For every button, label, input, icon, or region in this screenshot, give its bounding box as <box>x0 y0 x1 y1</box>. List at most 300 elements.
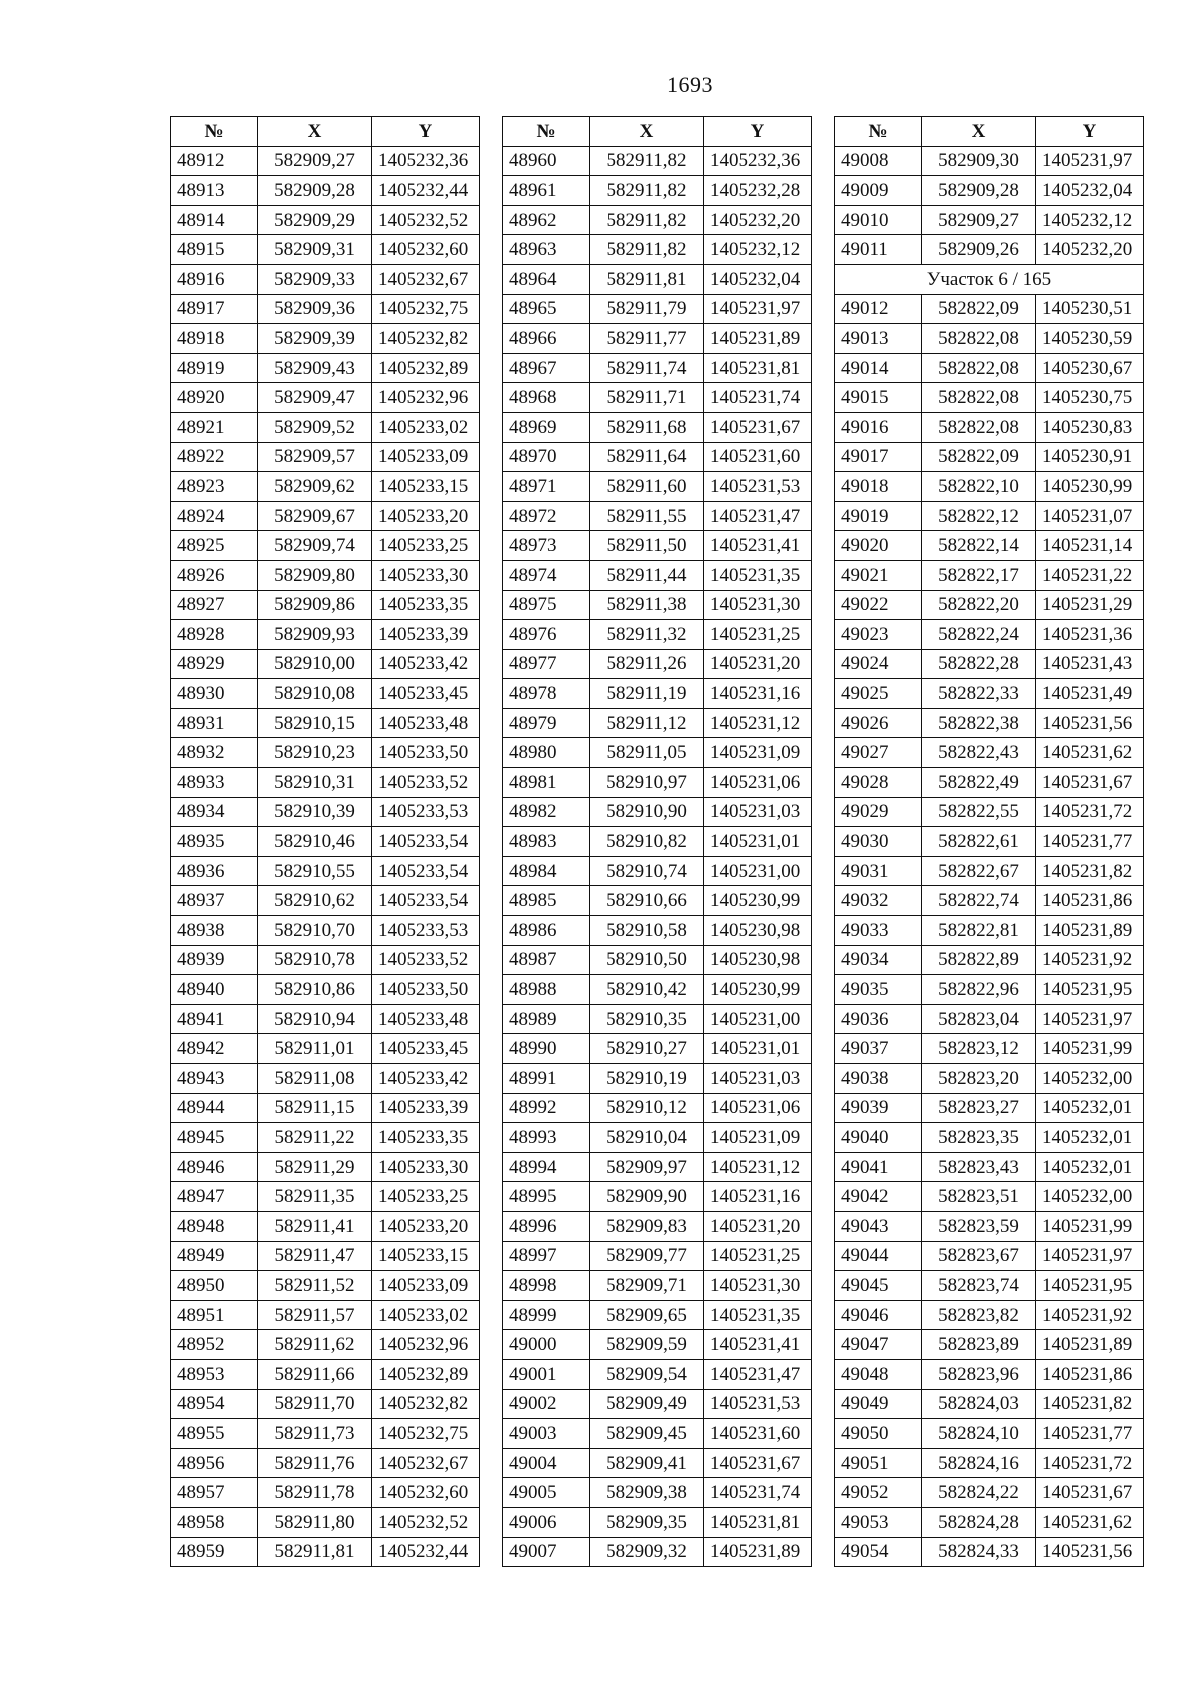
table-row <box>171 1507 480 1537</box>
y-coordinate: 1405230,83 <box>1036 412 1144 442</box>
y-coordinate: 1405233,30 <box>372 1152 480 1182</box>
point-number: 49022 <box>835 590 922 620</box>
header-y: Y <box>704 117 812 147</box>
y-coordinate: 1405231,12 <box>704 1152 812 1182</box>
point-number: 49025 <box>835 679 922 709</box>
point-number: 48988 <box>503 975 590 1005</box>
x-coordinate: 582910,74 <box>590 856 704 886</box>
point-number: 48993 <box>503 1123 590 1153</box>
table-row <box>171 442 480 472</box>
table-row <box>835 679 1144 709</box>
table-row <box>171 1004 480 1034</box>
point-number: 48971 <box>503 472 590 502</box>
table-row <box>835 1211 1144 1241</box>
x-coordinate: 582910,19 <box>590 1064 704 1094</box>
point-number: 48995 <box>503 1182 590 1212</box>
x-coordinate: 582911,19 <box>590 679 704 709</box>
x-coordinate: 582823,89 <box>922 1330 1036 1360</box>
y-coordinate: 1405232,75 <box>372 294 480 324</box>
x-coordinate: 582910,00 <box>258 649 372 679</box>
x-coordinate: 582909,41 <box>590 1448 704 1478</box>
y-coordinate: 1405232,36 <box>704 146 812 176</box>
y-coordinate: 1405231,67 <box>704 1448 812 1478</box>
point-number: 49001 <box>503 1359 590 1389</box>
table-row <box>503 176 812 206</box>
point-number: 48972 <box>503 501 590 531</box>
x-coordinate: 582911,79 <box>590 294 704 324</box>
table-row <box>503 1330 812 1360</box>
point-number: 49051 <box>835 1448 922 1478</box>
y-coordinate: 1405233,42 <box>372 1064 480 1094</box>
point-number: 49054 <box>835 1537 922 1567</box>
table-row <box>171 649 480 679</box>
y-coordinate: 1405231,49 <box>1036 679 1144 709</box>
table-row <box>835 531 1144 561</box>
table-row <box>503 353 812 383</box>
y-coordinate: 1405230,98 <box>704 916 812 946</box>
table-row <box>835 383 1144 413</box>
x-coordinate: 582909,39 <box>258 324 372 354</box>
point-number: 49038 <box>835 1064 922 1094</box>
point-number: 48967 <box>503 353 590 383</box>
x-coordinate: 582909,97 <box>590 1152 704 1182</box>
y-coordinate: 1405230,67 <box>1036 353 1144 383</box>
y-coordinate: 1405232,01 <box>1036 1152 1144 1182</box>
point-number: 49004 <box>503 1448 590 1478</box>
table-row <box>503 1152 812 1182</box>
point-number: 48917 <box>171 294 258 324</box>
header-number: № <box>503 117 590 147</box>
table-row <box>835 1389 1144 1419</box>
table-row <box>835 1271 1144 1301</box>
y-coordinate: 1405231,30 <box>704 590 812 620</box>
table-row <box>503 1448 812 1478</box>
point-number: 48912 <box>171 146 258 176</box>
table-row <box>835 1448 1144 1478</box>
table-row <box>835 649 1144 679</box>
y-coordinate: 1405231,47 <box>704 501 812 531</box>
y-coordinate: 1405232,12 <box>704 235 812 265</box>
table-row <box>835 916 1144 946</box>
table-row <box>835 442 1144 472</box>
y-coordinate: 1405233,53 <box>372 797 480 827</box>
y-coordinate: 1405233,45 <box>372 1034 480 1064</box>
point-number: 48941 <box>171 1004 258 1034</box>
x-coordinate: 582911,82 <box>590 205 704 235</box>
x-coordinate: 582824,33 <box>922 1537 1036 1567</box>
table-row <box>171 1152 480 1182</box>
point-number: 48950 <box>171 1271 258 1301</box>
x-coordinate: 582910,58 <box>590 916 704 946</box>
point-number: 48945 <box>171 1123 258 1153</box>
y-coordinate: 1405231,86 <box>1036 886 1144 916</box>
table-row <box>503 205 812 235</box>
y-coordinate: 1405231,35 <box>704 560 812 590</box>
table-row <box>503 620 812 650</box>
y-coordinate: 1405231,16 <box>704 679 812 709</box>
table-row <box>171 383 480 413</box>
table-row <box>835 1152 1144 1182</box>
table-row <box>171 1034 480 1064</box>
y-coordinate: 1405233,25 <box>372 1182 480 1212</box>
x-coordinate: 582822,12 <box>922 501 1036 531</box>
x-coordinate: 582911,74 <box>590 353 704 383</box>
point-number: 48949 <box>171 1241 258 1271</box>
header-number: № <box>171 117 258 147</box>
x-coordinate: 582909,90 <box>590 1182 704 1212</box>
y-coordinate: 1405233,54 <box>372 856 480 886</box>
y-coordinate: 1405231,35 <box>704 1300 812 1330</box>
x-coordinate: 582910,15 <box>258 708 372 738</box>
table-row <box>503 649 812 679</box>
point-number: 48960 <box>503 146 590 176</box>
x-coordinate: 582911,50 <box>590 531 704 561</box>
table-row <box>835 294 1144 324</box>
table-row <box>835 205 1144 235</box>
x-coordinate: 582822,09 <box>922 294 1036 324</box>
table-row <box>171 1419 480 1449</box>
x-coordinate: 582824,28 <box>922 1507 1036 1537</box>
table-row <box>503 827 812 857</box>
point-number: 49010 <box>835 205 922 235</box>
point-number: 49026 <box>835 708 922 738</box>
table-row <box>503 768 812 798</box>
table-row <box>171 1211 480 1241</box>
point-number: 49052 <box>835 1478 922 1508</box>
x-coordinate: 582910,46 <box>258 827 372 857</box>
page-number: 1693 <box>667 72 713 97</box>
table-row <box>835 856 1144 886</box>
y-coordinate: 1405231,56 <box>1036 708 1144 738</box>
x-coordinate: 582909,30 <box>922 146 1036 176</box>
x-coordinate: 582822,09 <box>922 442 1036 472</box>
x-coordinate: 582823,20 <box>922 1064 1036 1094</box>
y-coordinate: 1405232,96 <box>372 1330 480 1360</box>
table-row <box>171 1359 480 1389</box>
y-coordinate: 1405233,39 <box>372 1093 480 1123</box>
y-coordinate: 1405231,53 <box>704 472 812 502</box>
x-coordinate: 582909,28 <box>922 176 1036 206</box>
point-number: 48932 <box>171 738 258 768</box>
table-row <box>171 708 480 738</box>
y-coordinate: 1405230,75 <box>1036 383 1144 413</box>
table-row <box>171 768 480 798</box>
y-coordinate: 1405233,50 <box>372 975 480 1005</box>
coordinates-table-1 <box>170 116 480 1567</box>
table-row <box>835 738 1144 768</box>
point-number: 49018 <box>835 472 922 502</box>
point-number: 48913 <box>171 176 258 206</box>
table-row <box>503 797 812 827</box>
x-coordinate: 582909,62 <box>258 472 372 502</box>
y-coordinate: 1405231,89 <box>704 1537 812 1567</box>
x-coordinate: 582910,42 <box>590 975 704 1005</box>
y-coordinate: 1405231,01 <box>704 1034 812 1064</box>
table-row <box>503 1034 812 1064</box>
x-coordinate: 582911,05 <box>590 738 704 768</box>
y-coordinate: 1405230,91 <box>1036 442 1144 472</box>
x-coordinate: 582909,83 <box>590 1211 704 1241</box>
table-row <box>835 1093 1144 1123</box>
table-row <box>503 383 812 413</box>
point-number: 49029 <box>835 797 922 827</box>
x-coordinate: 582911,55 <box>590 501 704 531</box>
table-row <box>171 975 480 1005</box>
x-coordinate: 582910,31 <box>258 768 372 798</box>
point-number: 48951 <box>171 1300 258 1330</box>
point-number: 49039 <box>835 1093 922 1123</box>
x-coordinate: 582911,22 <box>258 1123 372 1153</box>
point-number: 48919 <box>171 353 258 383</box>
x-coordinate: 582909,33 <box>258 264 372 294</box>
table-row <box>503 324 812 354</box>
x-coordinate: 582911,47 <box>258 1241 372 1271</box>
y-coordinate: 1405231,82 <box>1036 1389 1144 1419</box>
x-coordinate: 582910,86 <box>258 975 372 1005</box>
point-number: 48955 <box>171 1419 258 1449</box>
y-coordinate: 1405231,89 <box>704 324 812 354</box>
point-number: 48991 <box>503 1064 590 1094</box>
y-coordinate: 1405232,67 <box>372 264 480 294</box>
y-coordinate: 1405233,53 <box>372 916 480 946</box>
y-coordinate: 1405232,52 <box>372 1507 480 1537</box>
table-row <box>503 1507 812 1537</box>
table-row <box>835 886 1144 916</box>
point-number: 48928 <box>171 620 258 650</box>
x-coordinate: 582911,78 <box>258 1478 372 1508</box>
point-number: 49016 <box>835 412 922 442</box>
x-coordinate: 582822,08 <box>922 324 1036 354</box>
x-coordinate: 582911,62 <box>258 1330 372 1360</box>
x-coordinate: 582910,35 <box>590 1004 704 1034</box>
point-number: 48973 <box>503 531 590 561</box>
table-row <box>171 472 480 502</box>
table-row <box>171 797 480 827</box>
x-coordinate: 582822,38 <box>922 708 1036 738</box>
y-coordinate: 1405232,60 <box>372 1478 480 1508</box>
table-row <box>171 353 480 383</box>
point-number: 49027 <box>835 738 922 768</box>
x-coordinate: 582911,38 <box>590 590 704 620</box>
table-row <box>171 1271 480 1301</box>
point-number: 49031 <box>835 856 922 886</box>
x-coordinate: 582909,65 <box>590 1300 704 1330</box>
point-number: 48989 <box>503 1004 590 1034</box>
point-number: 48929 <box>171 649 258 679</box>
table-row <box>171 1537 480 1567</box>
point-number: 48938 <box>171 916 258 946</box>
table-row <box>835 1359 1144 1389</box>
point-number: 48997 <box>503 1241 590 1271</box>
y-coordinate: 1405233,52 <box>372 945 480 975</box>
table-row <box>171 827 480 857</box>
x-coordinate: 582911,70 <box>258 1389 372 1419</box>
table-row <box>503 1064 812 1094</box>
table-row <box>835 1241 1144 1271</box>
table-row <box>503 472 812 502</box>
table-row <box>503 1389 812 1419</box>
point-number: 48964 <box>503 264 590 294</box>
x-coordinate: 582909,26 <box>922 235 1036 265</box>
x-coordinate: 582822,33 <box>922 679 1036 709</box>
point-number: 48933 <box>171 768 258 798</box>
y-coordinate: 1405231,25 <box>704 1241 812 1271</box>
point-number: 48963 <box>503 235 590 265</box>
table-row <box>835 1034 1144 1064</box>
x-coordinate: 582909,57 <box>258 442 372 472</box>
y-coordinate: 1405233,52 <box>372 768 480 798</box>
table-row <box>835 1300 1144 1330</box>
table-row <box>171 945 480 975</box>
point-number: 48936 <box>171 856 258 886</box>
x-coordinate: 582911,76 <box>258 1448 372 1478</box>
point-number: 48943 <box>171 1064 258 1094</box>
table-row <box>171 324 480 354</box>
x-coordinate: 582911,82 <box>590 235 704 265</box>
table-row <box>171 176 480 206</box>
y-coordinate: 1405232,75 <box>372 1419 480 1449</box>
point-number: 48985 <box>503 886 590 916</box>
y-coordinate: 1405232,89 <box>372 353 480 383</box>
table-row <box>835 768 1144 798</box>
y-coordinate: 1405232,00 <box>1036 1182 1144 1212</box>
y-coordinate: 1405233,20 <box>372 501 480 531</box>
table-row <box>835 1004 1144 1034</box>
table-row <box>835 1064 1144 1094</box>
x-coordinate: 582910,55 <box>258 856 372 886</box>
point-number: 48931 <box>171 708 258 738</box>
table-row <box>503 1300 812 1330</box>
y-coordinate: 1405231,07 <box>1036 501 1144 531</box>
y-coordinate: 1405232,04 <box>704 264 812 294</box>
point-number: 49009 <box>835 176 922 206</box>
point-number: 48984 <box>503 856 590 886</box>
table-row <box>835 1330 1144 1360</box>
y-coordinate: 1405233,15 <box>372 1241 480 1271</box>
x-coordinate: 582824,10 <box>922 1419 1036 1449</box>
y-coordinate: 1405233,02 <box>372 412 480 442</box>
x-coordinate: 582822,67 <box>922 856 1036 886</box>
x-coordinate: 582911,60 <box>590 472 704 502</box>
y-coordinate: 1405233,30 <box>372 560 480 590</box>
table-row <box>835 1419 1144 1449</box>
table-row <box>171 1241 480 1271</box>
y-coordinate: 1405231,89 <box>1036 1330 1144 1360</box>
table-row <box>835 708 1144 738</box>
y-coordinate: 1405231,99 <box>1036 1211 1144 1241</box>
point-number: 49041 <box>835 1152 922 1182</box>
header-y: Y <box>1036 117 1144 147</box>
point-number: 48962 <box>503 205 590 235</box>
point-number: 48918 <box>171 324 258 354</box>
point-number: 48914 <box>171 205 258 235</box>
point-number: 48979 <box>503 708 590 738</box>
table-row <box>503 1211 812 1241</box>
point-number: 49002 <box>503 1389 590 1419</box>
table-row <box>835 827 1144 857</box>
x-coordinate: 582910,12 <box>590 1093 704 1123</box>
y-coordinate: 1405231,00 <box>704 1004 812 1034</box>
table-row <box>503 916 812 946</box>
point-number: 49050 <box>835 1419 922 1449</box>
y-coordinate: 1405231,25 <box>704 620 812 650</box>
table-row <box>503 1004 812 1034</box>
table-row <box>835 146 1144 176</box>
y-coordinate: 1405231,22 <box>1036 560 1144 590</box>
point-number: 48916 <box>171 264 258 294</box>
x-coordinate: 582822,08 <box>922 383 1036 413</box>
y-coordinate: 1405233,09 <box>372 1271 480 1301</box>
point-number: 49013 <box>835 324 922 354</box>
header-x: X <box>590 117 704 147</box>
x-coordinate: 582911,81 <box>590 264 704 294</box>
table-row <box>835 1182 1144 1212</box>
y-coordinate: 1405231,97 <box>1036 146 1144 176</box>
header-number: № <box>835 117 922 147</box>
table-row <box>503 1478 812 1508</box>
table-row <box>503 1419 812 1449</box>
point-number: 49035 <box>835 975 922 1005</box>
point-number: 49019 <box>835 501 922 531</box>
table-row <box>835 1537 1144 1567</box>
x-coordinate: 582909,59 <box>590 1330 704 1360</box>
table-row <box>171 1123 480 1153</box>
x-coordinate: 582823,74 <box>922 1271 1036 1301</box>
point-number: 49047 <box>835 1330 922 1360</box>
table-row <box>503 679 812 709</box>
point-number: 49007 <box>503 1537 590 1567</box>
table-row <box>171 205 480 235</box>
point-number: 48940 <box>171 975 258 1005</box>
y-coordinate: 1405231,82 <box>1036 856 1144 886</box>
table-row <box>171 235 480 265</box>
point-number: 48942 <box>171 1034 258 1064</box>
point-number: 48927 <box>171 590 258 620</box>
y-coordinate: 1405231,16 <box>704 1182 812 1212</box>
point-number: 48922 <box>171 442 258 472</box>
y-coordinate: 1405232,67 <box>372 1448 480 1478</box>
table-row <box>835 412 1144 442</box>
x-coordinate: 582909,32 <box>590 1537 704 1567</box>
point-number: 48947 <box>171 1182 258 1212</box>
table-row <box>503 886 812 916</box>
y-coordinate: 1405231,60 <box>704 1419 812 1449</box>
y-coordinate: 1405231,03 <box>704 797 812 827</box>
y-coordinate: 1405231,41 <box>704 1330 812 1360</box>
y-coordinate: 1405231,97 <box>704 294 812 324</box>
point-number: 48923 <box>171 472 258 502</box>
table-row <box>835 501 1144 531</box>
point-number: 49042 <box>835 1182 922 1212</box>
point-number: 49020 <box>835 531 922 561</box>
table-row <box>503 560 812 590</box>
point-number: 48968 <box>503 383 590 413</box>
table-row <box>503 945 812 975</box>
point-number: 48977 <box>503 649 590 679</box>
x-coordinate: 582909,35 <box>590 1507 704 1537</box>
table-row <box>503 235 812 265</box>
y-coordinate: 1405233,50 <box>372 738 480 768</box>
table-row <box>171 1300 480 1330</box>
x-coordinate: 582910,90 <box>590 797 704 827</box>
table-row <box>503 501 812 531</box>
y-coordinate: 1405231,86 <box>1036 1359 1144 1389</box>
point-number: 48946 <box>171 1152 258 1182</box>
x-coordinate: 582909,86 <box>258 590 372 620</box>
point-number: 48982 <box>503 797 590 827</box>
table-row <box>171 1389 480 1419</box>
table-row <box>835 1123 1144 1153</box>
